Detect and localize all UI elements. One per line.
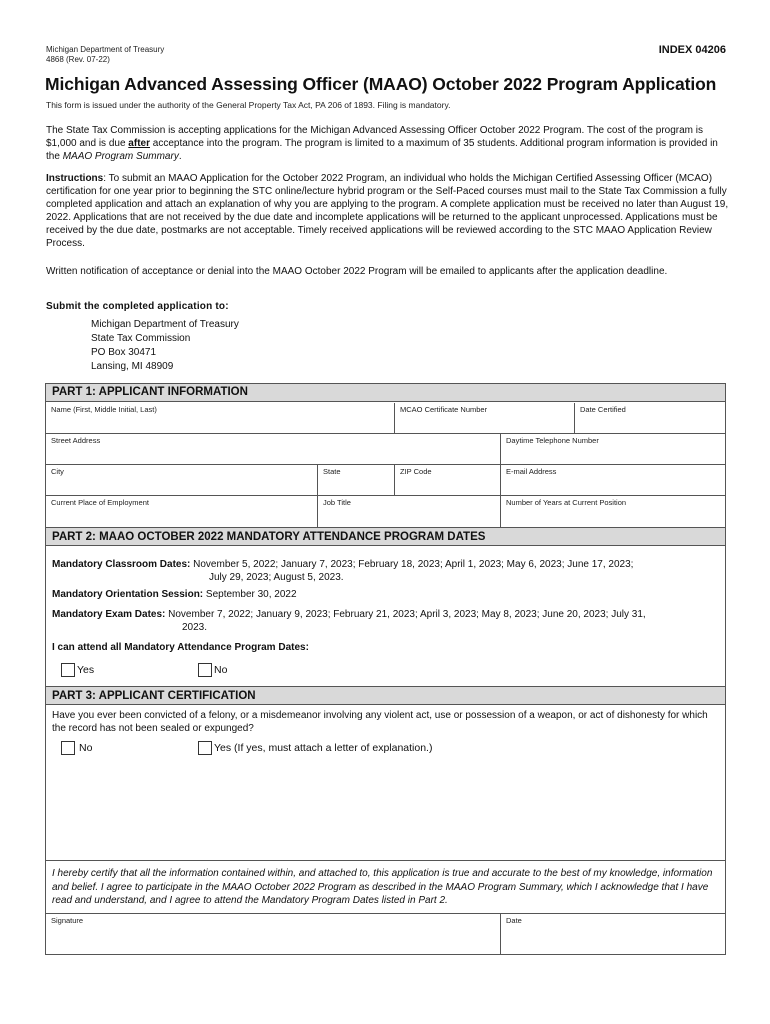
conviction-no-label: No [79, 742, 93, 754]
field-label: ZIP Code [400, 467, 432, 476]
email-field[interactable] [500, 465, 725, 495]
field-label: E-mail Address [506, 467, 557, 476]
certification-box [46, 860, 725, 914]
street-address-field[interactable] [46, 434, 500, 464]
submit-heading: Submit the completed application to: [46, 301, 229, 312]
form-row-city [46, 465, 725, 496]
address-line: PO Box 30471 [91, 347, 157, 358]
signature-field[interactable] [46, 914, 500, 954]
attend-yes-checkbox[interactable] [61, 663, 75, 677]
form-row-name [46, 403, 725, 434]
conviction-yes-label: Yes (If yes, must attach a letter of explanation.) [214, 742, 433, 754]
index-number: INDEX 04206 [658, 44, 726, 56]
years-position-field[interactable] [500, 496, 725, 527]
intro-text-1: The State Tax Commission is accepting applications for the Michigan Advanced Assessing Officer October 2022 Program. The cost of the program is $1,000 and is due [46, 125, 703, 149]
conviction-yes-checkbox[interactable] [198, 741, 212, 755]
instructions-label: Instructions [46, 173, 104, 184]
employment-field[interactable] [46, 496, 317, 527]
attend-no-checkbox[interactable] [198, 663, 212, 677]
signature-row [46, 914, 725, 954]
field-label: Daytime Telephone Number [506, 436, 599, 445]
field-label: City [51, 467, 64, 476]
field-label: Number of Years at Current Position [506, 498, 627, 507]
orientation-session [52, 588, 720, 601]
intro-text-2: acceptance into the program. The program is limited to a maximum of 35 students. Additional program information is provided in the [46, 138, 718, 162]
form-number: 4868 (Rev. 07-22) [46, 55, 110, 64]
attend-no-label: No [214, 664, 228, 676]
form-row-street [46, 434, 725, 465]
application-form [45, 383, 726, 955]
classroom-dates [52, 558, 720, 584]
agency-name: Michigan Department of Treasury [46, 45, 165, 54]
job-title-field[interactable] [317, 496, 500, 527]
mailing-address [91, 318, 239, 374]
intro-emphasis: after [128, 138, 150, 149]
page-title: Michigan Advanced Assessing Officer (MAAO) October 2022 Program Application [45, 74, 717, 94]
orientation-value: September 30, 2022 [203, 589, 297, 600]
notification-paragraph: Written notification of acceptance or denial into the MAAO October 2022 Program will be emailed to applicants after the application deadline. [46, 266, 668, 277]
conviction-no-checkbox[interactable] [61, 741, 75, 755]
mcao-number-field[interactable] [394, 403, 574, 433]
exam-dates [52, 608, 720, 634]
attend-question: I can attend all Mandatory Attendance Program Dates: [52, 642, 309, 653]
field-label: Name (First, Middle Initial, Last) [51, 405, 157, 414]
address-line: Michigan Department of Treasury [91, 319, 239, 330]
city-field[interactable] [46, 465, 317, 495]
field-label: Date [506, 916, 522, 925]
classroom-dates-continued: July 29, 2023; August 5, 2023. [209, 572, 344, 583]
intro-paragraph [46, 124, 730, 163]
state-field[interactable] [317, 465, 394, 495]
field-label: MCAO Certificate Number [400, 405, 488, 414]
exam-dates-value: November 7, 2022; January 9, 2023; February 21, 2023; April 3, 2023; May 8, 2023; June 20, 2023; July 31, [165, 609, 646, 620]
zip-field[interactable] [394, 465, 500, 495]
classroom-dates-label: Mandatory Classroom Dates: [52, 559, 191, 570]
certification-statement: I hereby certify that all the information contained within, and attached to, this application is true and accurate to the best of my knowledge, information and belief. I agree to participate in the MAAO October 2022 Program as described in the MAAO Program Summary, which I acknowledge that I have read and understand, and I agree to attend the Mandatory Program Dates listed in Part 2. [52, 868, 713, 906]
date-certified-field[interactable] [574, 403, 725, 433]
field-label: Date Certified [580, 405, 626, 414]
part1-heading: PART 1: APPLICANT INFORMATION [46, 384, 725, 402]
attend-yes-label: Yes [77, 664, 95, 676]
phone-field[interactable] [500, 434, 725, 464]
form-row-employment [46, 496, 725, 527]
part3-heading: PART 3: APPLICANT CERTIFICATION [46, 686, 725, 705]
exam-dates-label: Mandatory Exam Dates: [52, 609, 166, 620]
agency-header [46, 45, 164, 65]
address-line: State Tax Commission [91, 333, 191, 344]
intro-text-end: . [178, 151, 182, 162]
instructions-text: : To submit an MAAO Application for the October 2022 Program, an individual who holds the Michigan Certified Assessing Officer (MCAO) certification for one year prior to beginning the STC online/lecture hybrid program or the Self-Paced courses must mail to the State Tax Commission a fully completed application and attach an explanation of why you are applying to the program. A complete application must be received no later than August 19, 2022. Applications that are not received by the due date and incomplete applications will be returned to the applicant unprocessed. Applications must be received by the due date, postmarks are not acceptable. Timely received applications will be reviewed according to the STC MAAO Application Review Process. [46, 173, 729, 249]
exam-dates-continued: 2023. [182, 622, 208, 633]
field-label: Signature [51, 916, 84, 925]
address-line: Lansing, MI 48909 [91, 361, 174, 372]
field-label: Street Address [51, 436, 101, 445]
instructions-paragraph [46, 172, 730, 250]
date-field[interactable] [500, 914, 725, 954]
part2-heading: PART 2: MAAO OCTOBER 2022 MANDATORY ATTENDANCE PROGRAM DATES [46, 527, 725, 546]
program-summary-reference: MAAO Program Summary [62, 151, 179, 162]
field-label: Current Place of Employment [51, 498, 149, 507]
authority-note: This form is issued under the authority of the General Property Tax Act, PA 206 of 1893. Filing is mandatory. [46, 100, 451, 110]
classroom-dates-value: November 5, 2022; January 7, 2023; February 18, 2023; April 1, 2023; May 6, 2023; June 17, 2023; [190, 559, 634, 570]
orientation-label: Mandatory Orientation Session: [52, 589, 204, 600]
field-label: Job Title [323, 498, 351, 507]
field-label: State [323, 467, 341, 476]
conviction-question: Have you ever been convicted of a felony, or a misdemeanor involving any violent act, use or possession of a weapon, or act of dishonesty for which the record has not been sealed or expunged? [52, 710, 708, 734]
name-field[interactable] [46, 403, 394, 433]
